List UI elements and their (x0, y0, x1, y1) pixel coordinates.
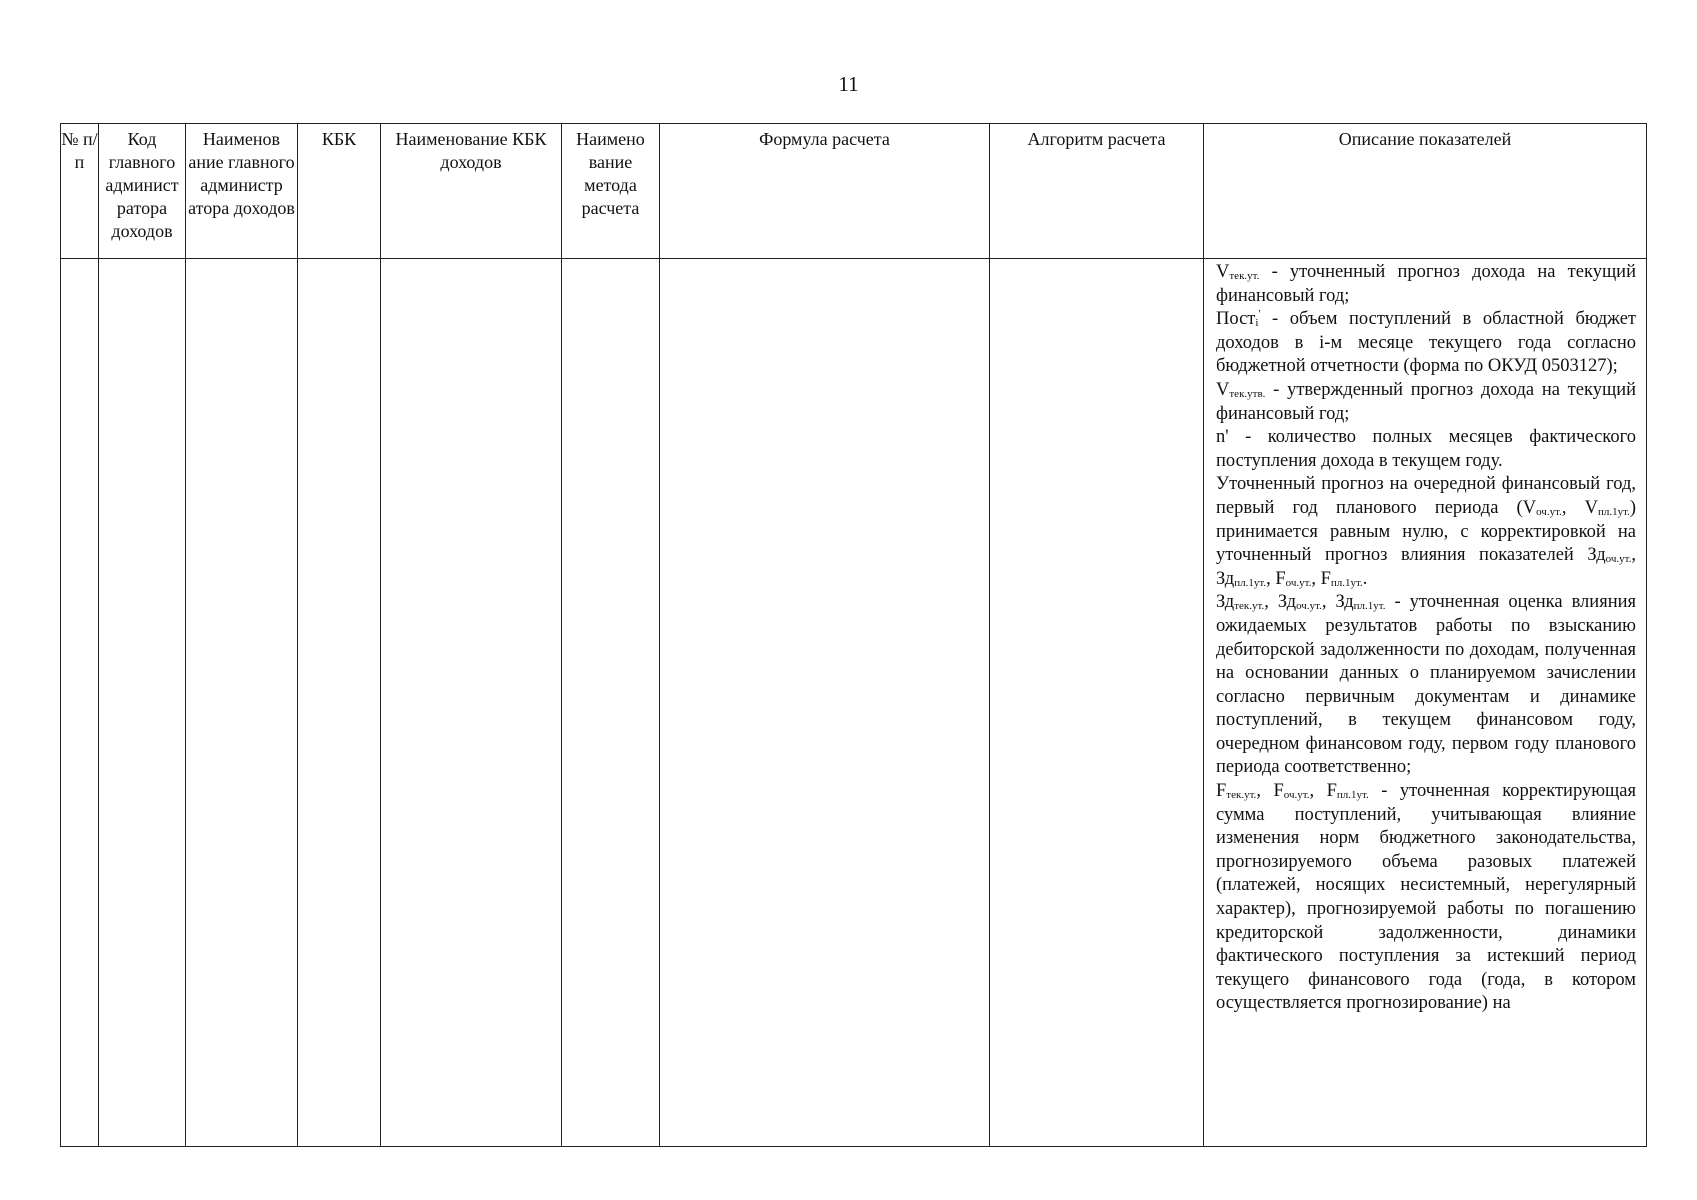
page-number: 11 (838, 72, 859, 96)
cell-admin-name (186, 259, 298, 1147)
header-admin-name: Наименов ание главного администр атора доходов (186, 124, 298, 259)
header-algorithm: Алгоритм расчета (990, 124, 1204, 259)
header-num: № п/п (61, 124, 99, 259)
cell-description (1204, 259, 1647, 1147)
cell-kbk-name (381, 259, 562, 1147)
header-method-name: Наимено вание метода расчета (562, 124, 660, 259)
header-formula: Формула расчета (660, 124, 990, 259)
desc-paragraph: $Зд_{тек.ут.}$, $Зд_{оч.ут.}$, $Зд_{пл.1ут.}$ - уточненная оценка влияния ожидаемых результатов работы по взысканию дебиторской задолженности по доходам, полученная на основании данных о планируемом зачислении согласно первичным документам и динамике поступлений, в текущем финансовом году, очередном финансовом году, первом году планового периода соответственно; (1216, 592, 1637, 778)
cell-formula (660, 259, 990, 1147)
calculation-methods-table (60, 123, 1647, 1147)
cell-num (61, 259, 99, 1147)
header-admin-code: Код главного админист ратора доходов (99, 124, 186, 259)
indicator-descriptions (1216, 261, 1636, 1016)
desc-paragraph: $F_{тек.ут.}$, $F_{оч.ут.}$, $F_{пл.1ут.}$ - уточненная корректирующая сумма поступлений, учитывающая влияние изменения норм бюджетного законодательства, прогнозируемого объема разовых платежей (платежей, носящих несистемный, нерегулярный характер), прогнозируемой работы по погашению кредиторской задолженности, динамики фактического поступления за истекший период текущего финансового года (года, в котором осуществляется прогнозирование) на (1216, 781, 1636, 1014)
desc-paragraph: n' - количество полных месяцев фактического поступления дохода в текущем году. (1216, 427, 1636, 471)
table-row (61, 259, 1647, 1147)
desc-paragraph: $V_{тек.утв.}$ - утвержденный прогноз дохода на текущий финансовый год; (1216, 379, 1636, 424)
header-kbk: КБК (298, 124, 381, 259)
header-kbk-name: Наименование КБК доходов (381, 124, 562, 259)
cell-method-name (562, 259, 660, 1147)
desc-paragraph: $V_{тек.ут.}$ - уточненный прогноз дохода на текущий финансовый год; (1216, 262, 1636, 306)
desc-paragraph: Пост$_i$' - объем поступлений в областной бюджет доходов в i-м месяце текущего года согласно бюджетной отчетности (форма по ОКУД 0503127); (1216, 308, 1636, 377)
table-header-row (61, 124, 1647, 259)
header-description: Описание показателей (1204, 124, 1647, 259)
cell-kbk (298, 259, 381, 1147)
cell-admin-code (99, 259, 186, 1147)
cell-algorithm (990, 259, 1204, 1147)
desc-paragraph: Уточненный прогноз на очередной финансовый год, первый год планового периода ($V_{оч.ут.}$, $V_{пл.1ут.}$) принимается равным нулю, с корректировкой на уточненный прогноз влияния показателей $Зд_{оч.ут.}$, $Зд_{пл.1ут.}$, $F_{оч.ут.}$, $F_{пл.1ут.}$. (1216, 474, 1636, 589)
